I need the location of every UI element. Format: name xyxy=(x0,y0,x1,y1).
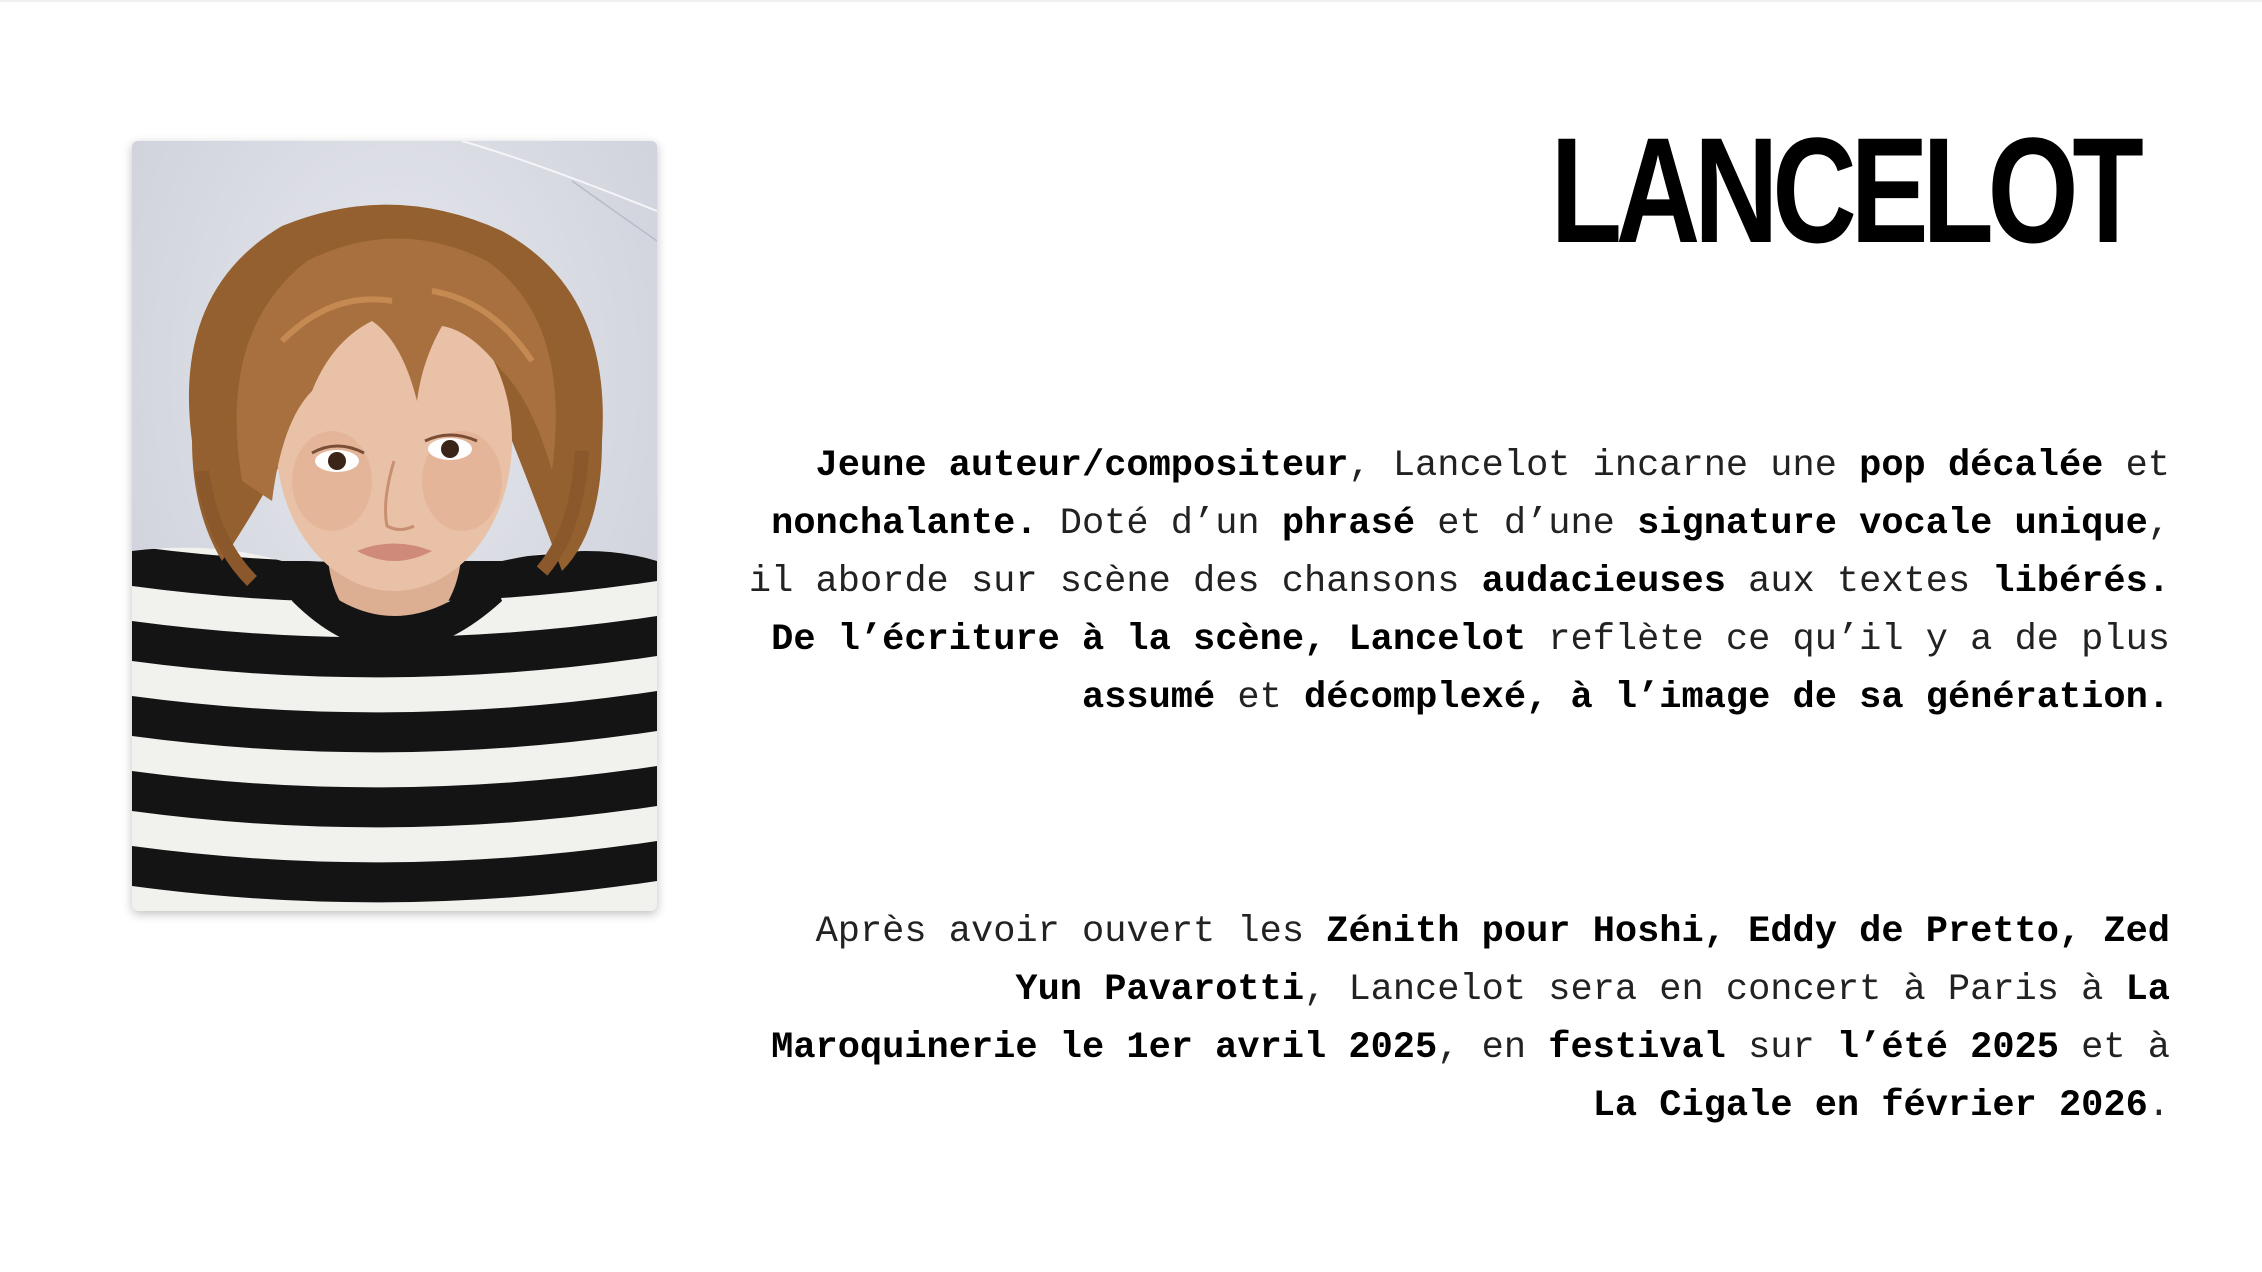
text-segment: reflète ce qu’il y a de plus xyxy=(1526,619,2170,661)
text-segment: et xyxy=(2103,445,2170,487)
text-segment: , Lancelot sera en concert à Paris à xyxy=(1304,969,2126,1011)
bold-text-segment: La Cigale en février 2026 xyxy=(1592,1085,2148,1127)
text-segment: et d’une xyxy=(1415,503,1638,545)
text-segment: Doté d’un xyxy=(1037,503,1282,545)
text-segment: et à xyxy=(2058,1027,2170,1069)
text-segment: aux textes xyxy=(1725,561,1993,603)
bold-text-segment: l’été 2025 xyxy=(1836,1027,2059,1069)
text-segment: et xyxy=(1215,677,1305,719)
text-segment: Après avoir ouvert les xyxy=(815,911,1327,953)
bold-text-segment: décomplexé, à l’image de sa génération. xyxy=(1304,677,2170,719)
bold-text-segment: phrasé xyxy=(1281,503,1416,545)
text-segment: , il aborde sur scène des chansons xyxy=(748,503,2170,603)
text-segment: sur xyxy=(1725,1027,1837,1069)
text-segment: , en xyxy=(1437,1027,1549,1069)
bold-text-segment: libérés. De l’écriture à la scène, Lancelot xyxy=(771,561,2170,661)
page-title: LANCELOT xyxy=(1550,106,2138,274)
bio-paragraph-1 xyxy=(730,437,2170,727)
text-segment: . xyxy=(2147,1085,2170,1127)
bold-text-segment: nonchalante. xyxy=(771,503,1038,545)
bold-text-segment: audacieuses xyxy=(1481,561,1726,603)
bold-text-segment: La Maroquinerie le 1er avril 2025 xyxy=(771,969,2170,1069)
bold-text-segment: festival xyxy=(1548,1027,1726,1069)
bold-text-segment: Zénith pour Hoshi, Eddy de Pretto, Zed Yun Pavarotti xyxy=(1015,911,2170,1011)
portrait-photo-icon xyxy=(132,141,657,911)
bio-paragraph-2 xyxy=(730,903,2170,1135)
bold-text-segment: Jeune auteur/compositeur xyxy=(815,445,1349,487)
bold-text-segment: assumé xyxy=(1081,677,1216,719)
text-segment: , Lancelot incarne une xyxy=(1348,445,1860,487)
portrait-photo xyxy=(132,141,657,911)
bold-text-segment: pop décalée xyxy=(1859,445,2104,487)
bold-text-segment: signature vocale unique xyxy=(1637,503,2148,545)
